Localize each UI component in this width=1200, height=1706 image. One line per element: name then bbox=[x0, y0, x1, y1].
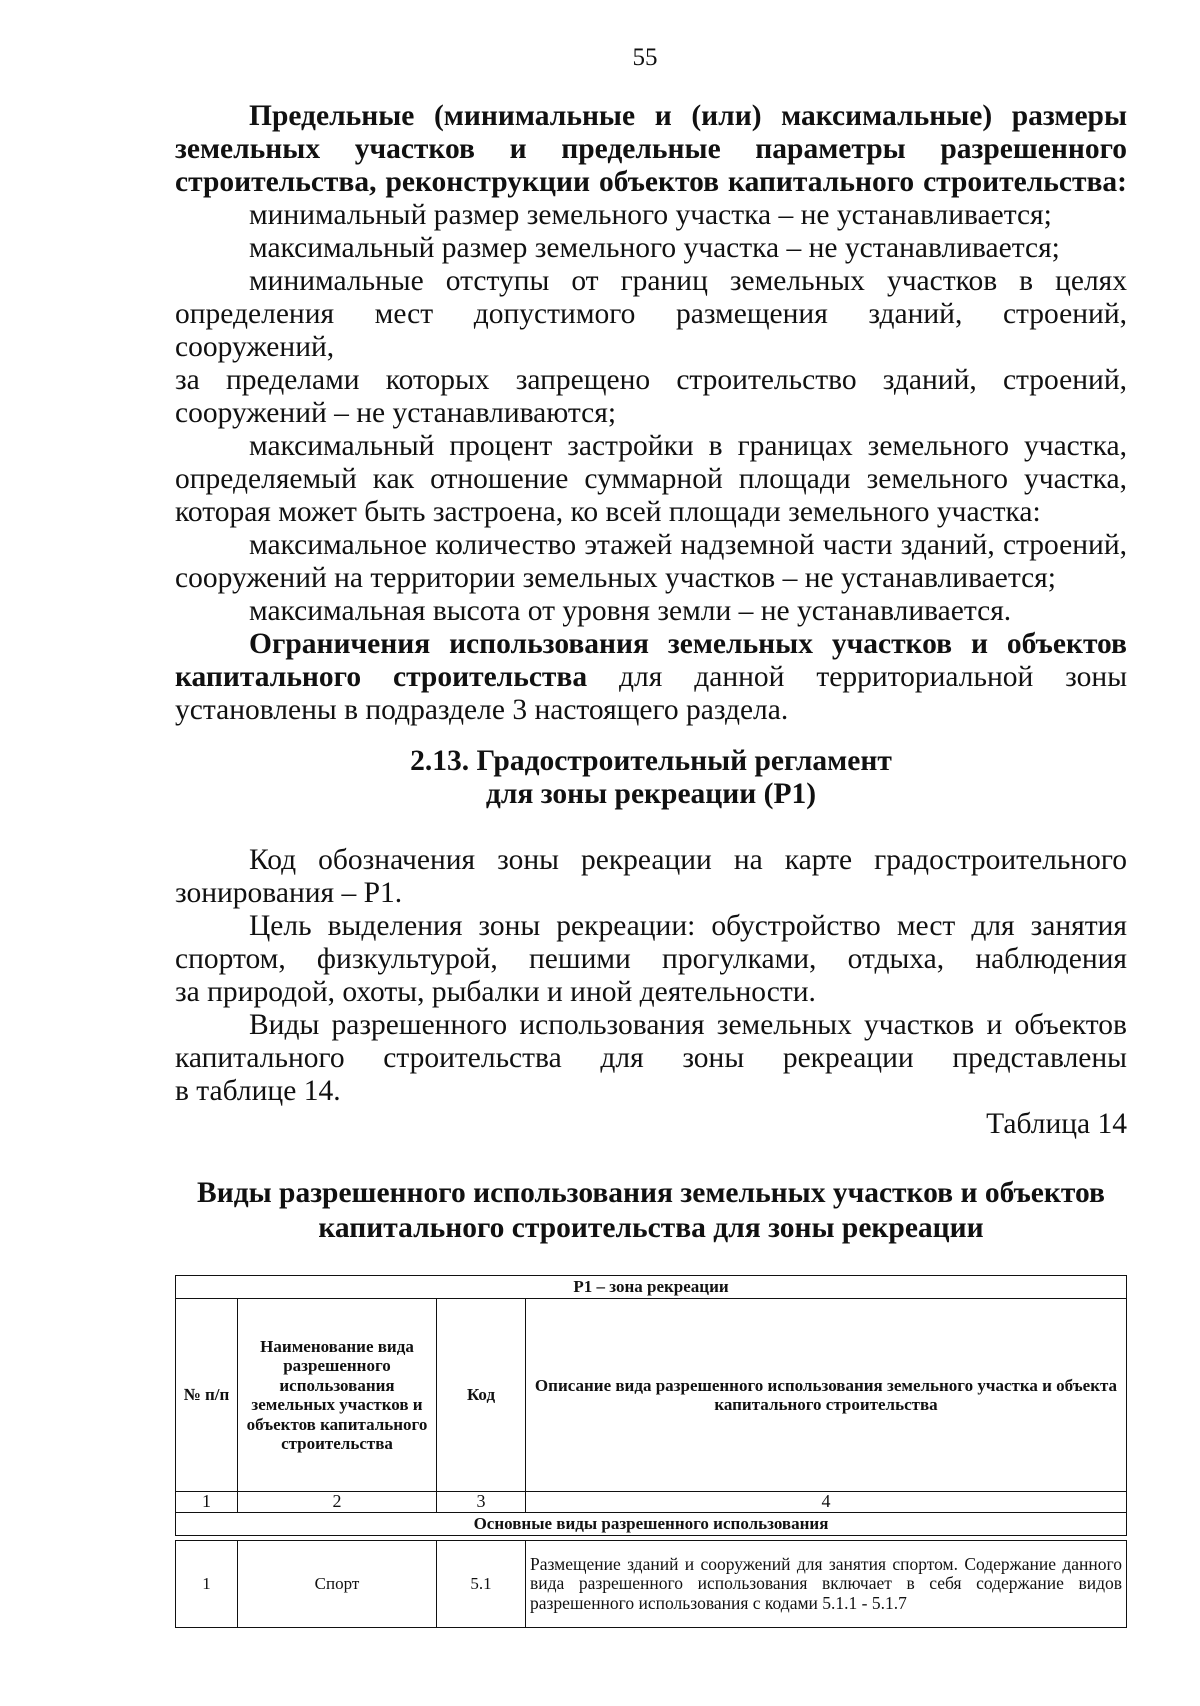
header-code-cell: Код bbox=[437, 1299, 526, 1492]
setbacks-paragraph-line-1: минимальные отступы от границ земельных участков в целях bbox=[249, 265, 1127, 297]
restrictions-bold-fragment: капитального строительства bbox=[175, 661, 588, 693]
zone-code-paragraph-line-2: зонирования – Р1. bbox=[175, 877, 403, 909]
table-header-row bbox=[176, 1299, 1127, 1492]
zone-goal-paragraph-line-1: Цель выделения зоны рекреации: обустройство мест для занятия bbox=[249, 910, 1127, 942]
usage-types-paragraph-line-1: Виды разрешенного использования земельных участков и объектов bbox=[249, 1009, 1127, 1041]
percent-paragraph-line-1: максимальный процент застройки в границах земельного участка, bbox=[249, 430, 1127, 462]
parameters-block bbox=[175, 100, 1127, 727]
restrictions-paragraph-line-1: Ограничения использования земельных участков и объектов bbox=[249, 628, 1127, 660]
table-title-line-2: капитального строительства для зоны рекреации bbox=[318, 1212, 984, 1244]
section-heading-line-2: для зоны рекреации (Р1) bbox=[485, 778, 817, 810]
table-title-line-1: Виды разрешенного использования земельных участков и объектов bbox=[197, 1177, 1105, 1209]
row-number-cell: 1 bbox=[176, 1541, 238, 1628]
column-number-4: 4 bbox=[526, 1492, 1127, 1513]
column-number-1: 1 bbox=[176, 1492, 238, 1513]
parameters-heading-line-3: строительства, реконструкции объектов капитального строительства: bbox=[175, 166, 1127, 198]
zone-code-paragraph-line-1: Код обозначения зоны рекреации на карте градостроительного bbox=[249, 844, 1127, 876]
table-caption: Таблица 14 bbox=[986, 1108, 1127, 1140]
parameters-heading-line-2: земельных участков и предельные параметры разрешенного bbox=[175, 133, 1127, 165]
zone-goal-paragraph-line-2: спортом, физкультурой, пешими прогулками, отдыха, наблюдения bbox=[175, 943, 1127, 975]
restrictions-paragraph-line-3: установлены в подразделе 3 настоящего раздела. bbox=[175, 694, 789, 726]
min-size-paragraph: минимальный размер земельного участка – не устанавливается; bbox=[249, 199, 1052, 231]
table-section-row bbox=[176, 1513, 1127, 1536]
column-number-2: 2 bbox=[238, 1492, 437, 1513]
zone-goal-paragraph-line-3: за природой, охоты, рыбалки и иной деятельности. bbox=[175, 976, 816, 1008]
table-zone-row bbox=[176, 1276, 1127, 1299]
table-column-numbers-row bbox=[176, 1492, 1127, 1513]
percent-paragraph-line-3: которая может быть застроена, ко всей площади земельного участка: bbox=[175, 496, 1041, 528]
zone-header-cell: Р1 – зона рекреации bbox=[176, 1276, 1127, 1299]
usage-types-paragraph-line-3: в таблице 14. bbox=[175, 1075, 341, 1107]
restrictions-paragraph-line-2 bbox=[175, 661, 1127, 694]
header-name-cell: Наименование вида разрешенного использования земельных участков и объектов капитального строительства bbox=[238, 1299, 437, 1492]
restrictions-regular-fragment: для данной территориальной зоны bbox=[619, 661, 1128, 693]
row-description-cell: Размещение зданий и сооружений для занятия спортом. Содержание данного вида разрешенного использования включает в себя содержание видов разрешенного использования с кодами 5.1.1 - 5.1.7 bbox=[526, 1541, 1127, 1628]
recreation-zone-block bbox=[175, 844, 1127, 1108]
percent-paragraph-line-2: определяемый как отношение суммарной площади земельного участка, bbox=[175, 463, 1127, 495]
parameters-heading-line-1: Предельные (минимальные и (или) максимальные) размеры bbox=[249, 100, 1127, 132]
section-heading-line-1: 2.13. Градостроительный регламент bbox=[410, 745, 892, 777]
column-number-3: 3 bbox=[437, 1492, 526, 1513]
page-number: 55 bbox=[632, 44, 658, 71]
setbacks-paragraph-line-2: определения мест допустимого размещения зданий, строений, сооружений, bbox=[175, 298, 1127, 363]
row-code-cell: 5.1 bbox=[437, 1541, 526, 1628]
header-number-cell: № п/п bbox=[176, 1299, 238, 1492]
table-title bbox=[175, 1176, 1127, 1246]
floors-paragraph-line-2: сооружений на территории земельных участков – не устанавливается; bbox=[175, 562, 1056, 594]
setbacks-paragraph-line-3: за пределами которых запрещено строительство зданий, строений, bbox=[175, 364, 1127, 396]
floors-paragraph-line-1: максимальное количество этажей надземной части зданий, строений, bbox=[249, 529, 1127, 561]
row-name-cell: Спорт bbox=[238, 1541, 437, 1628]
height-paragraph: максимальная высота от уровня земли – не устанавливается. bbox=[249, 595, 1012, 627]
header-description-cell: Описание вида разрешенного использования земельного участка и объекта капитального строительства bbox=[526, 1299, 1127, 1492]
section-heading bbox=[175, 745, 1127, 811]
usage-types-paragraph-line-2: капитального строительства для зоны рекреации представлены bbox=[175, 1042, 1127, 1074]
table-row bbox=[176, 1541, 1127, 1628]
setbacks-paragraph-line-4: сооружений – не устанавливаются; bbox=[175, 397, 617, 429]
section-label-cell: Основные виды разрешенного использования bbox=[176, 1513, 1127, 1536]
max-size-paragraph: максимальный размер земельного участка – не устанавливается; bbox=[249, 232, 1060, 264]
usage-types-table bbox=[175, 1275, 1127, 1628]
